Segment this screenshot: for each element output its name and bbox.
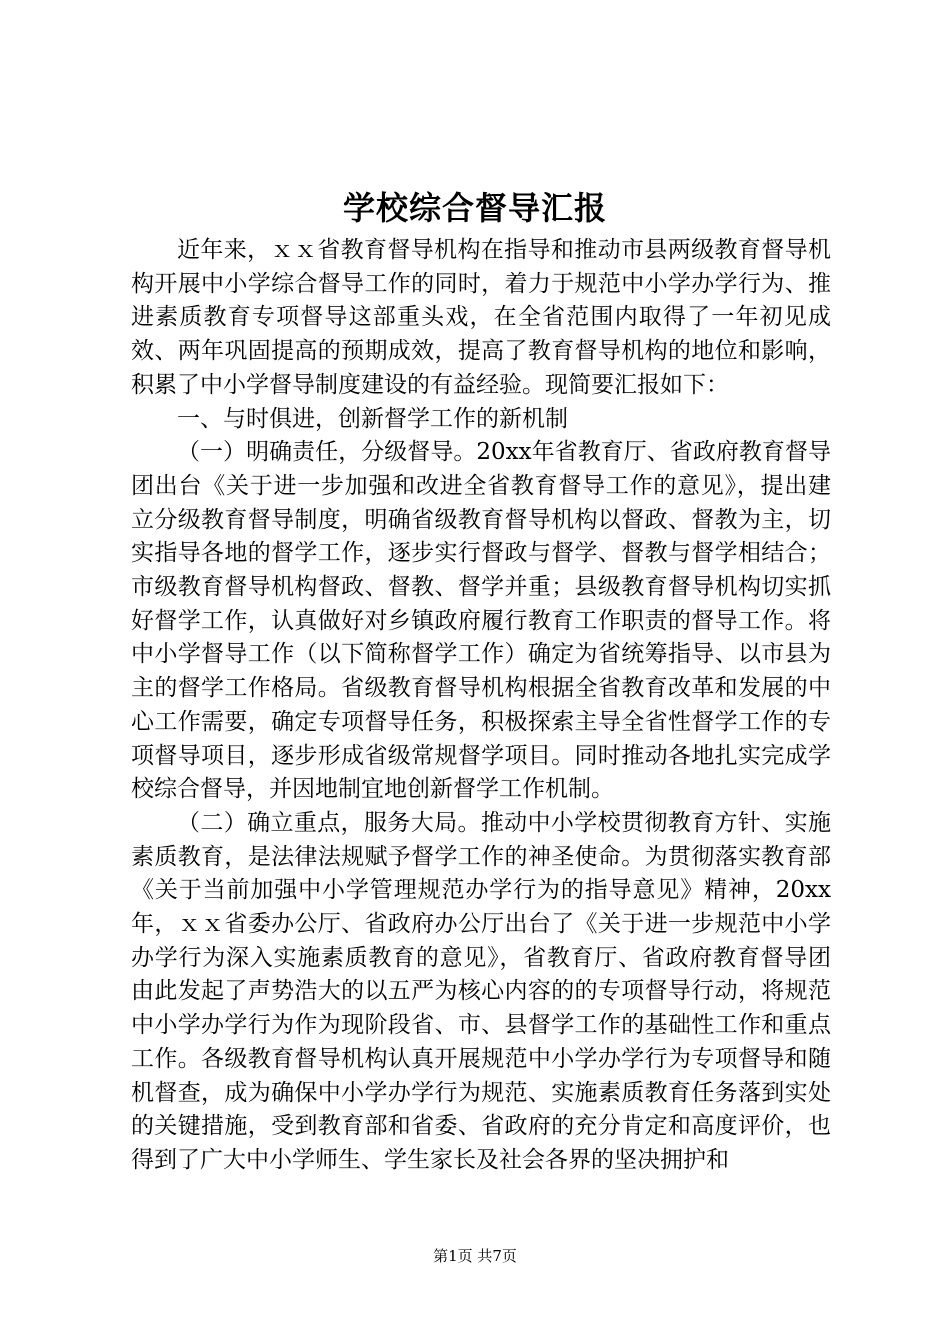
document-title: 学校综合督导汇报 [342,189,607,227]
subsection-paragraph-1: （一）明确责任，分级督导。20xx年省教育厅、省政府教育督导团出台《关于进一步加强和改进全省教育督导工作的意见》，提出建立分级教育督导制度，明确省级教育督导机构以督政、督教为主，切实指导各地的督学工作，逐步实行督政与督学、督教与督学相结合；市级教育督导机构督政、督教、督学并重；县级教育督导机构切实抓好督学工作，认真做好对乡镇政府履行教育工作职责的督导工作。将中小学督导工作（以下简称督学工作）确定为省统筹指导、以市县为主的督学工作格局。省级教育督导机构根据全省教育改革和发展的中心工作需要，确定专项督导任务，积极探索主导全省性督学工作的专项督导项目，逐步形成省级常规督学项目。同时推动各地扎实完成学校综合督导，并因地制宜地创新督学工作机制。 [131,439,831,803]
page-footer: 第1页 共7页 [433,1247,517,1265]
subsection-paragraph-2: （二）确立重点，服务大局。推动中小学校贯彻教育方针、实施素质教育，是法律法规赋予督学工作的神圣使命。为贯彻落实教育部《关于当前加强中小学管理规范办学行为的指导意见》精神，20xx年，ｘｘ省委办公厅、省政府办公厅出台了《关于进一步规范中小学办学行为深入实施素质教育的意见》，省教育厅、省政府教育督导团由此发起了声势浩大的以五严为核心内容的的专项督导行动，将规范中小学办学行为作为现阶段省、市、县督学工作的基础性工作和重点工作。各级教育督导机构认真开展规范中小学办学行为专项督导和随机督查，成为确保中小学办学行为规范、实施素质教育任务落到实处的关键措施，受到教育部和省委、省政府的充分肯定和高度评价，也得到了广大中小学师生、学生家长及社会各界的坚决拥护和 [131,809,831,1173]
intro-paragraph: 近年来，ｘｘ省教育督导机构在指导和推动市县两级教育督导机构开展中小学综合督导工作的同时，着力于规范中小学办学行为、推进素质教育专项督导这部重头戏，在全省范围内取得了一年初见成效、两年巩固提高的预期成效，提高了教育督导机构的地位和影响，积累了中小学督导制度建设的有益经验。现简要汇报如下： [131,237,831,398]
section-heading: 一、与时俱进，创新督学工作的新机制 [177,405,568,432]
document-body [131,234,831,1178]
